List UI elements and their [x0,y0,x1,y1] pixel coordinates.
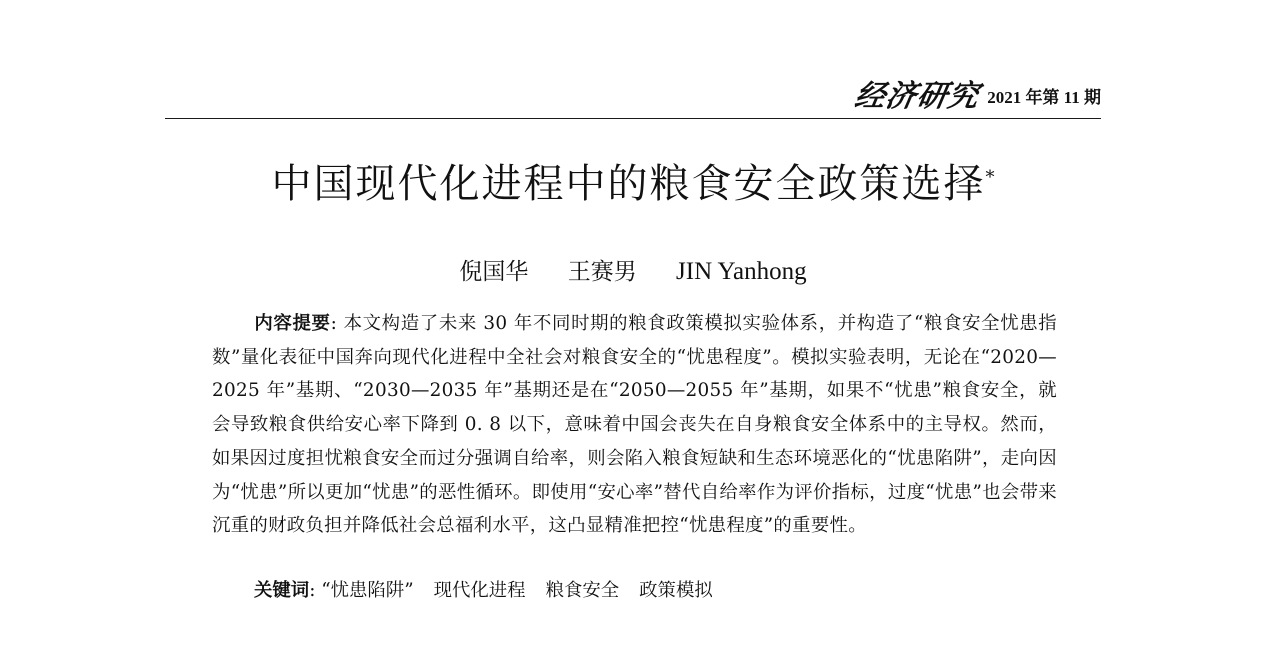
journal-header [165,80,1101,119]
abstract [212,307,1057,543]
keyword-item: 粮食安全 [545,580,620,601]
paper-title-text: 中国现代化进程中的粮食安全政策选择 [271,161,986,207]
author-name: 王赛男 [567,259,637,285]
abstract-label: 内容提要 [254,313,331,334]
author-list [0,252,1266,292]
abstract-text: 本文构造了未来 30 年不同时期的粮食政策模拟实验体系，并构造了“粮食安全忧患指数”量化表征中国奔向现代化进程中全社会对粮食安全的“忧患程度”。模拟实验表明，无论在“2020—2025 年”基期、“2030—2035 年”基期还是在“2050—2055 年”基期，如果不“忧患”粮食安全，就会导致粮食供给安心率下降到 0. 8 以下，意味着中国会丧失在自身粮食安全体系中的主导权。然而，如果因过度担忧粮食安全而过分强调自给率，则会陷入粮食短缺和生态环境恶化的“忧患陷阱”，走向因为“忧患”所以更加“忧患”的恶性循环。即使用“安心率”替代自给率作为评价指标，过度“忧患”也会带来沉重的财政负担并降低社会总福利水平，这凸显精准把控“忧患程度”的重要性。 [212,313,1058,537]
keyword-item: “忧患陷阱” [321,580,414,601]
journal-logo: 经济研究 [852,79,983,114]
journal-header-right [852,79,1101,114]
keywords-separator: : [309,580,322,601]
abstract-separator: : [330,313,344,334]
keyword-item: 现代化进程 [433,580,526,601]
keywords [254,574,733,607]
author-name: JIN Yanhong [676,258,807,285]
title-footnote-mark[interactable]: * [985,167,995,188]
paper-title [0,158,1266,210]
author-name: 倪国华 [459,259,529,285]
keywords-label: 关键词 [254,580,310,601]
journal-issue: 2021 年第 11 期 [987,88,1101,107]
cropped-next-section-heading [600,652,720,664]
keyword-item: 政策模拟 [639,580,713,601]
